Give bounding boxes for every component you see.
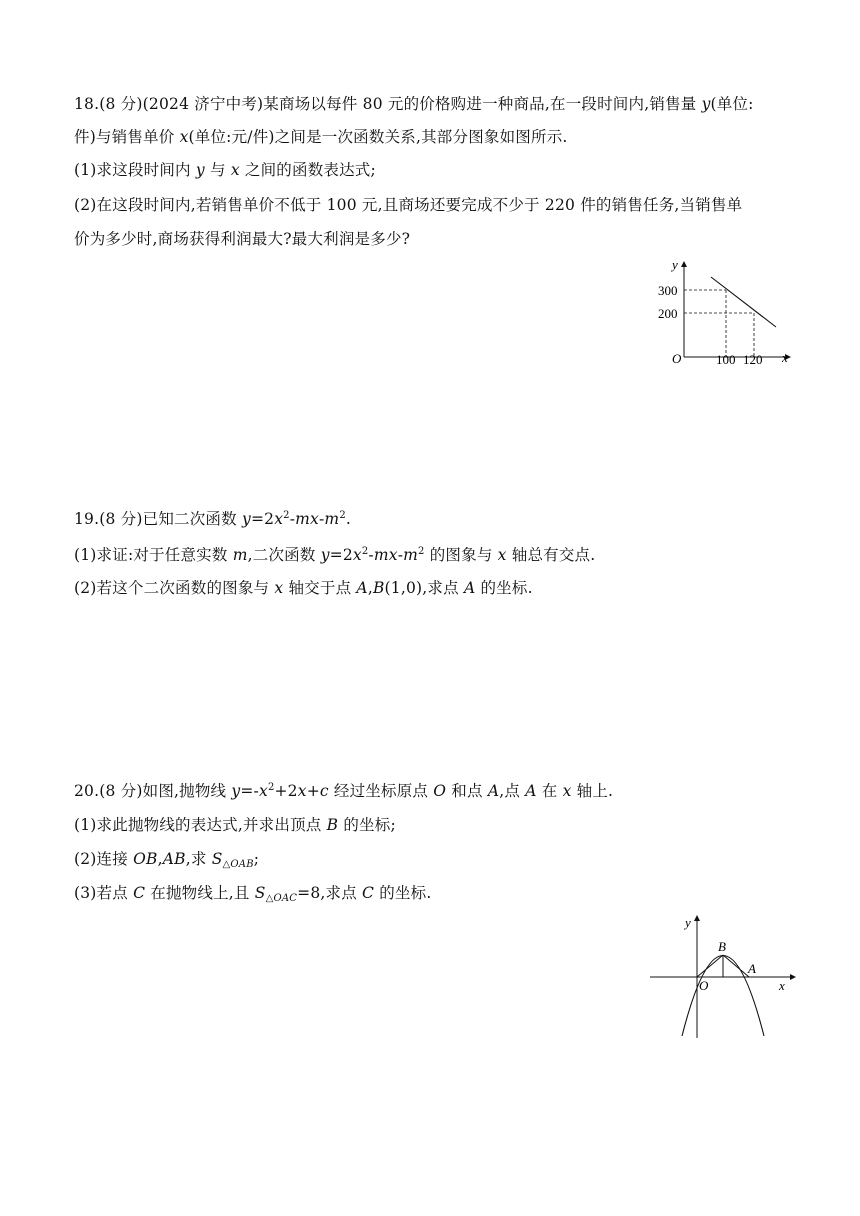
var-c: c: [319, 782, 329, 800]
q19-text: 轴交于点: [283, 579, 357, 597]
q19-text: 轴总有交点.: [506, 546, 596, 564]
q20-text: (3)若点: [74, 884, 134, 902]
var-m: m: [324, 510, 340, 528]
q19-part-1: [74, 545, 595, 565]
q20-text: =8,求点: [297, 884, 363, 902]
q18-text: (1)求这段时间内: [74, 161, 196, 179]
point-a: A: [356, 579, 368, 597]
q18-part-2-line-1: [74, 195, 742, 215]
q18-text: (单位:元/件)之间是一次函数关系,其部分图象如图所示.: [188, 128, 568, 146]
var-x: x: [230, 161, 240, 179]
q18-text: (2)在这段时间内,若销售单价不低于 100 元,且商场还要完成不少于 220 件的销售任务,当销售单: [74, 196, 743, 214]
q19-text: =2: [329, 546, 353, 564]
var-x: x: [297, 782, 307, 800]
q18-text: 18.(8 分)(2024 济宁中考)某商场以每件 80 元的价格购进一种商品,在一段时间内,销售量: [74, 95, 702, 113]
area-s: S: [254, 884, 266, 902]
var-y: y: [701, 95, 711, 113]
area-subscript: △OAB: [222, 859, 254, 870]
q19-text: =2: [250, 510, 275, 528]
q20-y-axis-label: y: [685, 915, 691, 930]
q18-line-1: [74, 94, 754, 114]
var-x: x: [258, 782, 268, 800]
q20-part-1: [74, 815, 396, 835]
q19-text: ,: [367, 579, 373, 597]
point-b: B: [372, 579, 385, 597]
var-x: x: [274, 579, 284, 597]
exponent: 2: [267, 782, 275, 793]
q18-x-tick-100: 100: [716, 352, 736, 367]
segment-ab: AB: [162, 850, 186, 868]
exponent: 2: [283, 510, 290, 521]
q19-text: .: [345, 510, 352, 528]
q18-x-axis-label: x: [782, 350, 788, 365]
q20-part-3: [74, 883, 431, 903]
q18-function-line: [711, 277, 776, 327]
q20-text: ,: [157, 850, 163, 868]
var-y: y: [195, 161, 205, 179]
q19-text: -: [318, 510, 325, 528]
q19-line-1: [74, 509, 351, 529]
q18-text: 与: [204, 161, 231, 179]
q19-text: -: [289, 510, 296, 528]
q20-segment-ob: [697, 955, 723, 977]
q20-x-axis-label: x: [779, 978, 785, 993]
q18-text: (单位:: [710, 95, 754, 113]
q20-graph: [645, 910, 805, 1045]
q18-x-tick-120: 120: [743, 352, 763, 367]
q18-text: 之间的函数表达式;: [239, 161, 376, 179]
var-x: x: [562, 782, 572, 800]
q19-text: -: [397, 546, 404, 564]
q20-part-2: [74, 849, 259, 869]
q19-text: (1)求证:对于任意实数: [74, 546, 233, 564]
q18-line-2: [74, 127, 568, 147]
q18-part-1: [74, 160, 376, 180]
segment-ob: OB: [133, 850, 158, 868]
q20-line-1: [74, 781, 613, 801]
point-o: O: [433, 782, 447, 800]
q18-part-2-line-2: [74, 229, 410, 249]
q20-text: 在: [536, 782, 563, 800]
var-m: m: [403, 546, 419, 564]
q20-text: 在抛物线上,且: [145, 884, 255, 902]
var-x: x: [352, 546, 362, 564]
q20-text: ,求: [185, 850, 212, 868]
point-a: A: [487, 782, 500, 800]
q20-text: (1)求此抛物线的表达式,并求出顶点: [74, 816, 327, 834]
q18-text: 件)与销售单价: [74, 128, 180, 146]
q20-segment-ab: [723, 955, 749, 977]
q20-text: +2: [274, 782, 298, 800]
var-x: x: [497, 546, 507, 564]
q20-text: 轴上.: [571, 782, 614, 800]
q18-origin-label: O: [672, 351, 682, 366]
var-mx: mx: [295, 510, 319, 528]
q20-text: +: [306, 782, 320, 800]
q19-text: -: [368, 546, 374, 564]
q19-text: 19.(8 分)已知二次函数: [74, 510, 242, 528]
exponent: 2: [339, 510, 346, 521]
q20-text: (2)连接: [74, 850, 134, 868]
var-mx: mx: [373, 546, 398, 564]
var-y: y: [320, 546, 330, 564]
q20-vertex-label: B: [718, 939, 726, 954]
q19-text: (2)若这个二次函数的图象与: [74, 579, 275, 597]
point-a: A: [525, 782, 537, 800]
q19-text: 的图象与: [424, 546, 498, 564]
q19-text: (1,0),求点: [384, 579, 464, 597]
var-x: x: [179, 128, 189, 146]
area-s: S: [211, 850, 223, 868]
q18-y-tick-300: 300: [658, 283, 678, 298]
exponent: 2: [418, 546, 425, 557]
point-c: C: [133, 884, 146, 902]
q19-text: 的坐标.: [475, 579, 533, 597]
q18-y-tick-200: 200: [658, 306, 678, 321]
var-x: x: [274, 510, 284, 528]
q20-text: 的坐标;: [338, 816, 396, 834]
point-c: C: [362, 884, 375, 902]
q20-text: ,点: [499, 782, 526, 800]
q20-text: 和点: [446, 782, 488, 800]
q20-text: ;: [253, 850, 260, 868]
q20-text: 的坐标.: [374, 884, 432, 902]
var-y: y: [241, 510, 251, 528]
var-m: m: [232, 546, 248, 564]
exponent: 2: [361, 546, 369, 557]
q20-text: 20.(8 分)如图,抛物线: [74, 782, 232, 800]
var-y: y: [231, 782, 241, 800]
q19-part-2: [74, 578, 533, 598]
q20-origin-label: O: [699, 978, 709, 993]
point-a: A: [463, 579, 476, 597]
q20-point-a-label: A: [748, 961, 756, 976]
q18-graph: [640, 252, 800, 372]
area-subscript: △OAC: [265, 893, 298, 904]
q19-text: ,二次函数: [247, 546, 321, 564]
q18-y-axis-label: y: [672, 257, 678, 272]
point-b: B: [326, 816, 339, 834]
q18-text: 价为多少时,商场获得利润最大?最大利润是多少?: [74, 230, 411, 248]
q20-text: =-: [240, 782, 259, 800]
q20-text: 经过坐标原点: [328, 782, 434, 800]
